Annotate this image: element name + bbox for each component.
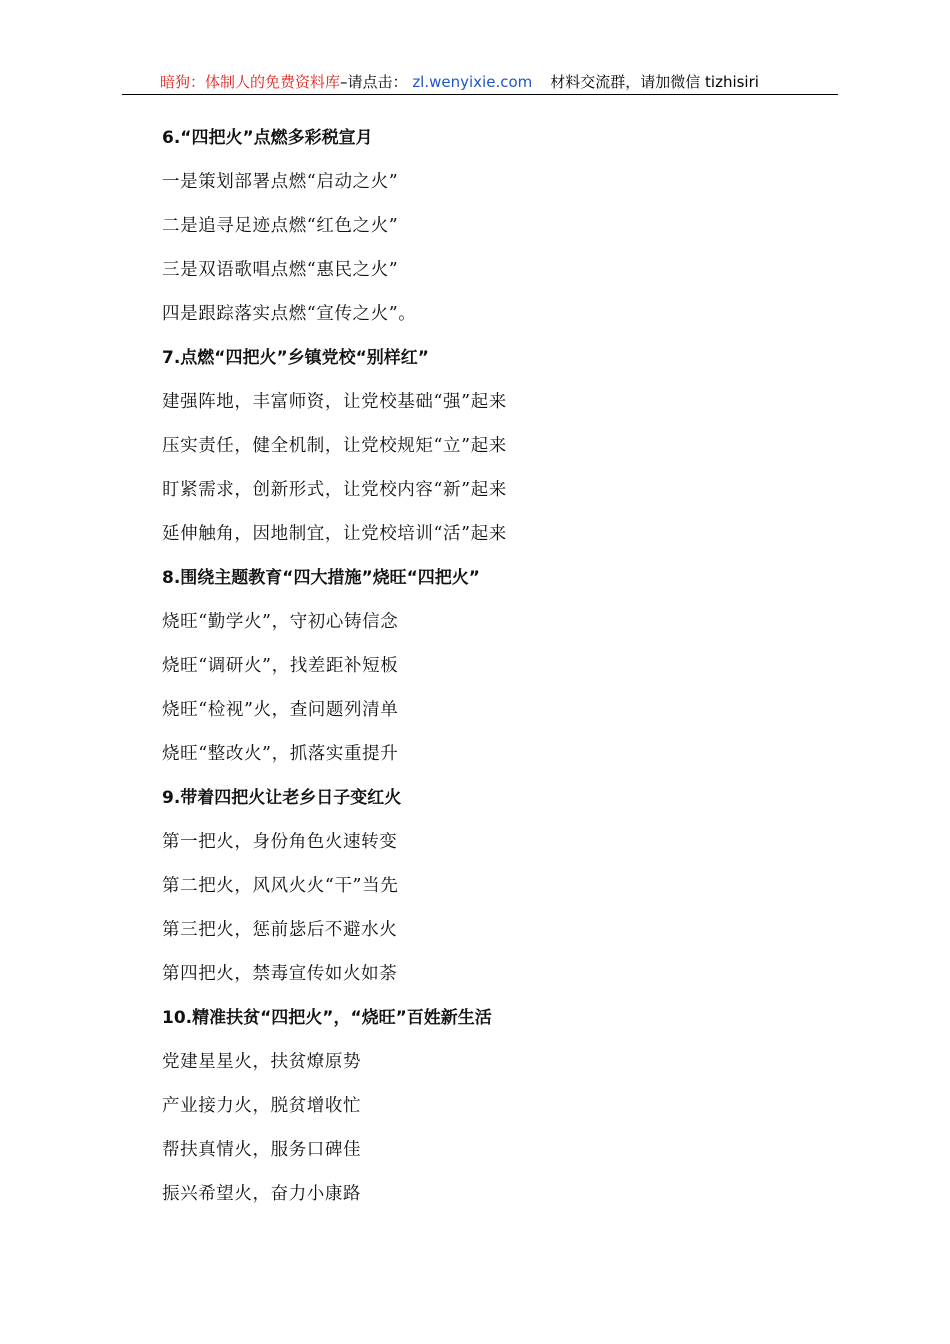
section-line: 烧旺“勤学火”，守初心铸信念: [162, 612, 399, 632]
section-line: 延伸触角，因地制宜，让党校培训“活”起来: [162, 524, 507, 544]
section-line: 一是策划部署点燃“启动之火”: [162, 172, 399, 192]
page-header: [122, 66, 838, 95]
section-line: 烧旺“检视”火，查问题列清单: [162, 700, 399, 720]
section-line: 盯紧需求，创新形式，让党校内容“新”起来: [162, 480, 507, 500]
section-line: 产业接力火，脱贫增收忙: [162, 1096, 362, 1116]
section-line: 二是追寻足迹点燃“红色之火”: [162, 216, 399, 236]
header-text: [160, 71, 759, 92]
header-cta: –请点击：: [340, 73, 408, 91]
section-line: 三是双语歌唱点燃“惠民之火”: [162, 260, 399, 280]
header-contact: 材料交流群，请加微信 tizhisiri: [550, 73, 759, 91]
section-line: 四是跟踪落实点燃“宣传之火”。: [162, 304, 417, 324]
section-heading: 10.精准扶贫“四把火”，“烧旺”百姓新生活: [162, 1008, 492, 1028]
header-brand: 暗狗：体制人的免费资料库: [160, 73, 341, 91]
section-line: 第一把火，身份角色火速转变: [162, 832, 398, 852]
section-line: 第四把火，禁毒宣传如火如荼: [162, 964, 398, 984]
section-line: 建强阵地，丰富师资，让党校基础“强”起来: [162, 392, 507, 412]
section-line: 第二把火，风风火火“干”当先: [162, 876, 399, 896]
section-line: 第三把火，惩前毖后不避水火: [162, 920, 398, 940]
section-line: 烧旺“调研火”，找差距补短板: [162, 656, 399, 676]
section-line: 振兴希望火，奋力小康路: [162, 1184, 362, 1204]
section-line: 帮扶真情火，服务口碑佳: [162, 1140, 362, 1160]
document-body: [162, 120, 862, 1220]
section-heading: 8.围绕主题教育“四大措施”烧旺“四把火”: [162, 568, 480, 588]
header-link[interactable]: zl.wenyixie.com: [412, 73, 533, 91]
section-line: 压实责任，健全机制，让党校规矩“立”起来: [162, 436, 507, 456]
section-line: 烧旺“整改火”，抓落实重提升: [162, 744, 399, 764]
section-heading: 6.“四把火”点燃多彩税宣月: [162, 128, 373, 148]
section-heading: 9.带着四把火让老乡日子变红火: [162, 788, 402, 808]
section-line: 党建星星火，扶贫燎原势: [162, 1052, 362, 1072]
section-heading: 7.点燃“四把火”乡镇党校“别样红”: [162, 348, 429, 368]
